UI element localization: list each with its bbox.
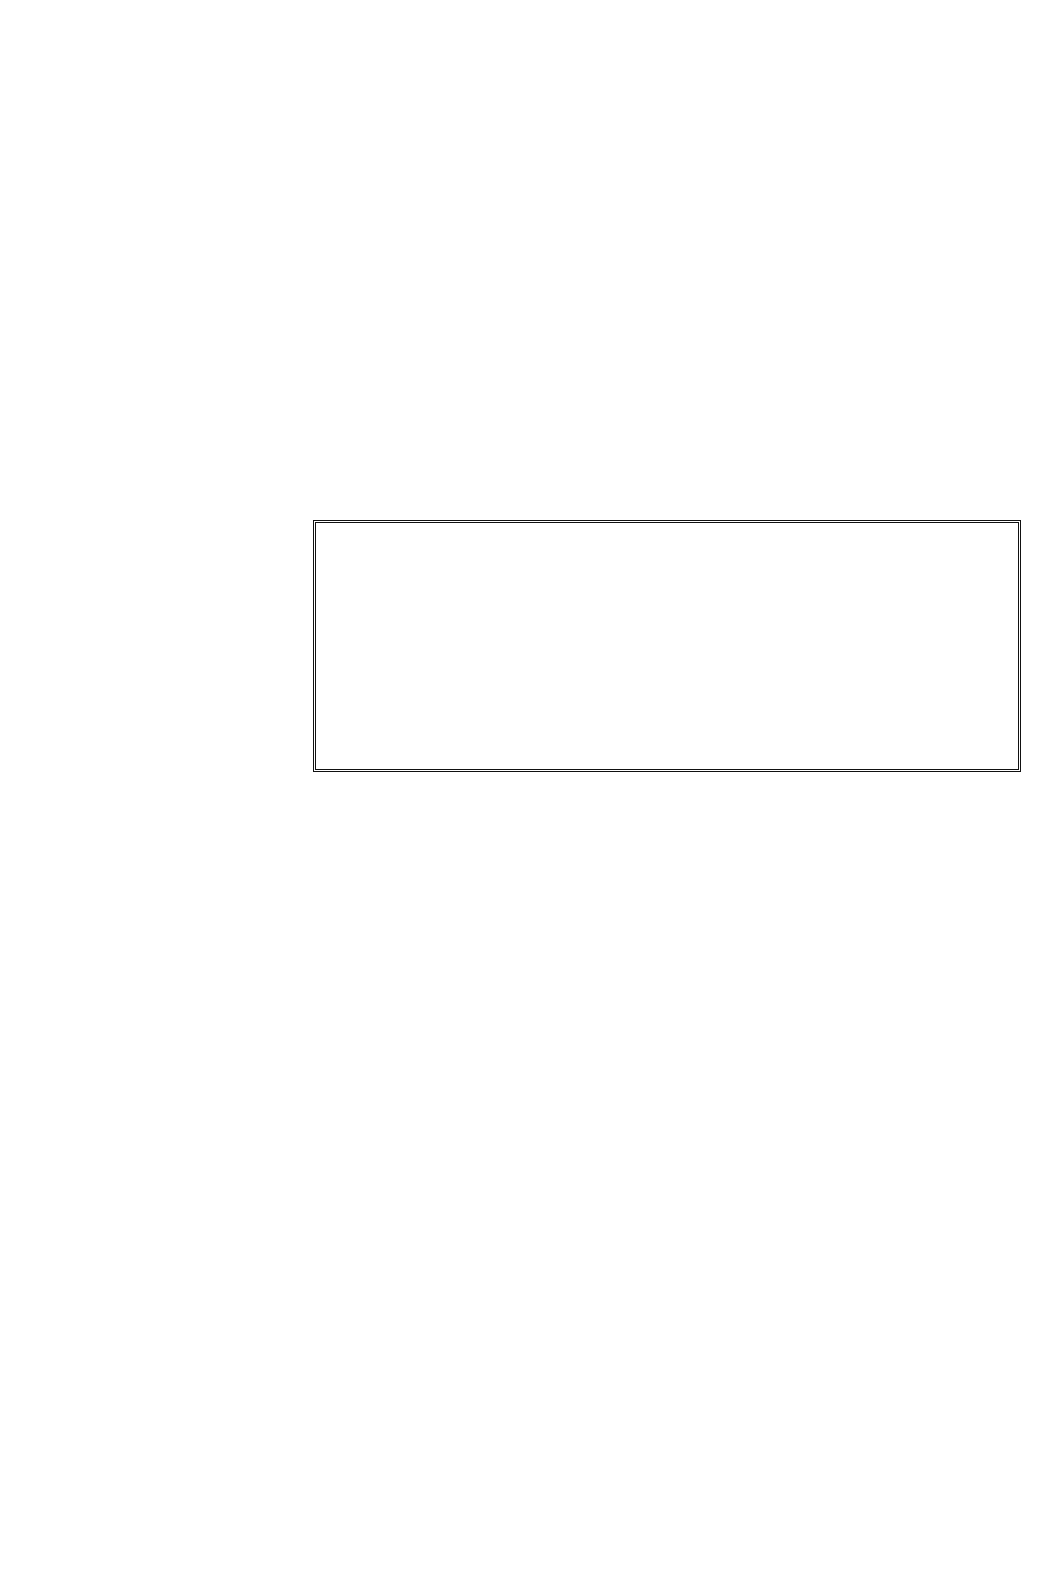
page-number: [420, 490, 530, 514]
commentary-side-column: [32, 520, 296, 776]
main-text-box: [313, 520, 1021, 772]
main-text: [330, 533, 1004, 759]
commentary-bottom: [28, 776, 1024, 1324]
commentary-top: [28, 80, 1024, 520]
